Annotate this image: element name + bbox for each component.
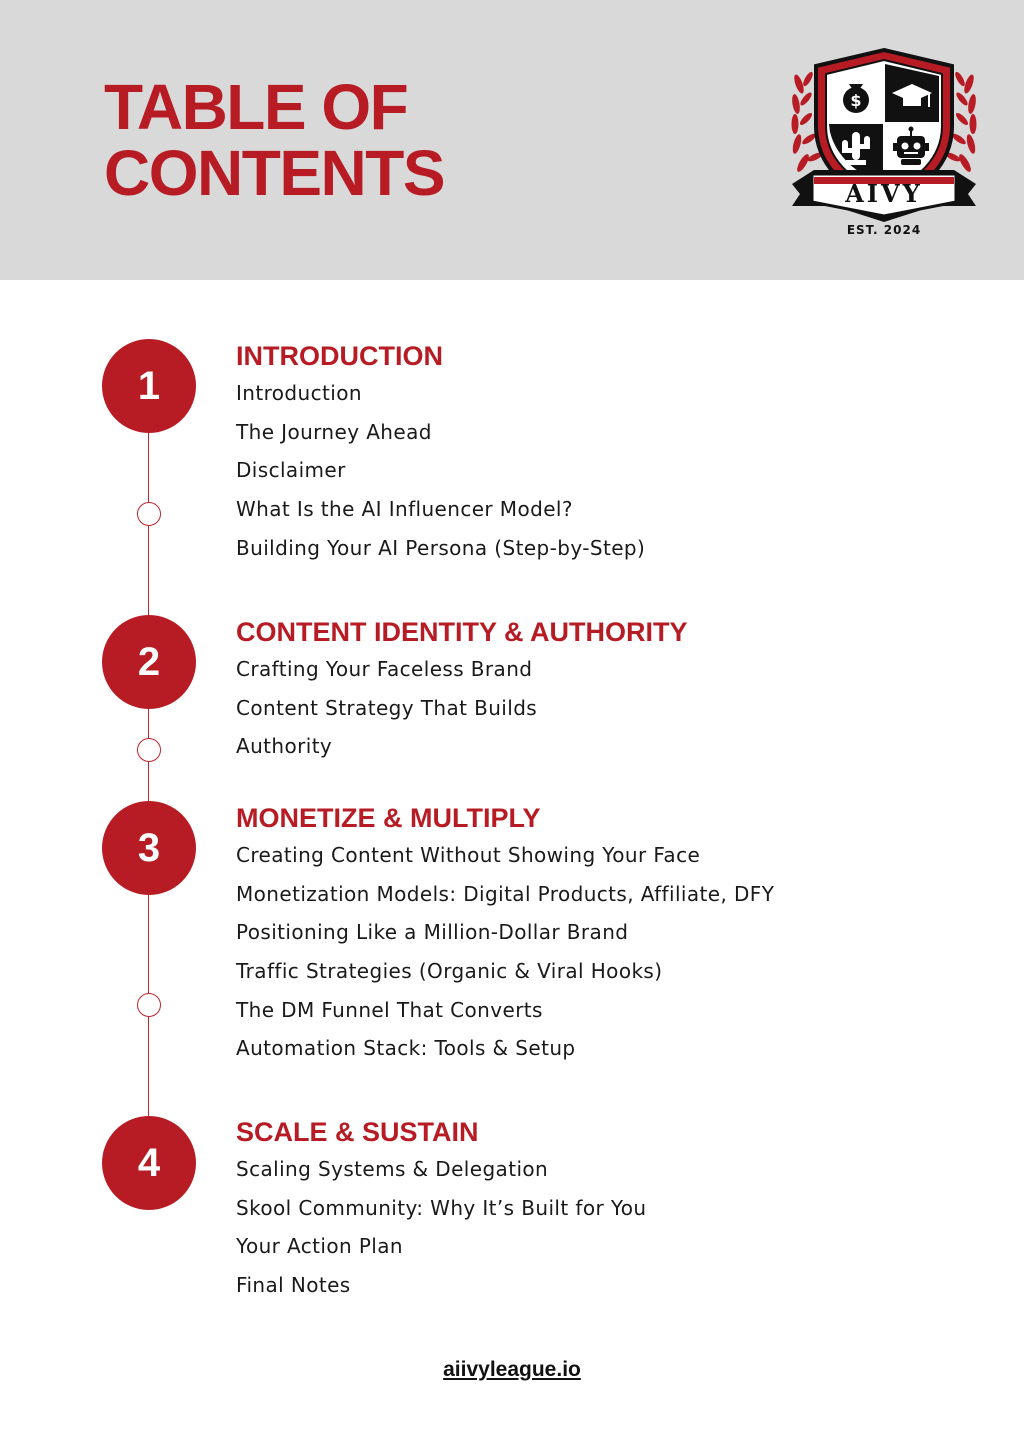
logo-name: AIVY bbox=[845, 179, 923, 208]
header-banner bbox=[0, 0, 1024, 280]
toc-item[interactable]: What Is the AI Influencer Model? bbox=[236, 497, 573, 522]
toc-item[interactable]: Creating Content Without Showing Your Face bbox=[236, 843, 701, 867]
page-title bbox=[104, 71, 444, 209]
toc-item[interactable]: Your Action Plan bbox=[236, 1234, 403, 1259]
section-number-1: 1 bbox=[102, 339, 196, 433]
footer bbox=[0, 1358, 1024, 1382]
toc-item[interactable]: Building Your AI Persona (Step-by-Step) bbox=[236, 535, 646, 560]
timeline-dot bbox=[137, 738, 161, 762]
svg-text:$: $ bbox=[850, 91, 862, 110]
timeline-dot bbox=[137, 993, 161, 1017]
toc-item[interactable]: Introduction bbox=[236, 381, 362, 405]
aivy-crest-logo bbox=[784, 44, 984, 244]
section-title: CONTENT IDENTITY & AUTHORITY bbox=[236, 617, 688, 647]
toc-item[interactable]: The DM Funnel That Converts bbox=[236, 997, 543, 1022]
toc-item[interactable]: Final Notes bbox=[236, 1273, 351, 1298]
toc-item[interactable]: Content Strategy That Builds bbox=[236, 695, 538, 720]
toc-item[interactable]: Positioning Like a Million-Dollar Brand bbox=[236, 920, 629, 945]
timeline-dot bbox=[137, 502, 161, 526]
logo-established: EST. 2024 bbox=[846, 223, 922, 237]
section-items bbox=[236, 843, 774, 1075]
section-number-4: 4 bbox=[102, 1116, 196, 1210]
toc-item[interactable]: Authority bbox=[236, 734, 333, 759]
toc-item[interactable]: Scaling Systems & Delegation bbox=[236, 1157, 549, 1181]
section-monetize bbox=[236, 803, 774, 1075]
toc-item[interactable]: The Journey Ahead bbox=[236, 419, 432, 444]
title-line-2: CONTENTS bbox=[104, 137, 444, 209]
section-title: SCALE & SUSTAIN bbox=[236, 1117, 479, 1147]
toc-item[interactable]: Disclaimer bbox=[236, 458, 346, 483]
section-items bbox=[236, 657, 688, 773]
toc-item[interactable]: Crafting Your Faceless Brand bbox=[236, 657, 533, 681]
toc-item[interactable]: Monetization Models: Digital Products, Affiliate, DFY bbox=[236, 881, 775, 906]
title-line-1: TABLE OF bbox=[104, 71, 408, 143]
section-items bbox=[236, 381, 645, 574]
section-number-2: 2 bbox=[102, 615, 196, 709]
section-content-identity bbox=[236, 617, 688, 773]
toc-item[interactable]: Automation Stack: Tools & Setup bbox=[236, 1036, 576, 1061]
toc-item[interactable]: Traffic Strategies (Organic & Viral Hooks) bbox=[236, 959, 663, 984]
section-scale bbox=[236, 1117, 647, 1312]
section-number-3: 3 bbox=[102, 801, 196, 895]
section-introduction bbox=[236, 341, 645, 574]
section-items bbox=[236, 1157, 647, 1312]
section-title: INTRODUCTION bbox=[236, 341, 443, 371]
section-title: MONETIZE & MULTIPLY bbox=[236, 803, 541, 833]
toc-item[interactable]: Skool Community: Why It’s Built for You bbox=[236, 1195, 647, 1220]
website-link[interactable]: aiivyleague.io bbox=[443, 1358, 581, 1381]
